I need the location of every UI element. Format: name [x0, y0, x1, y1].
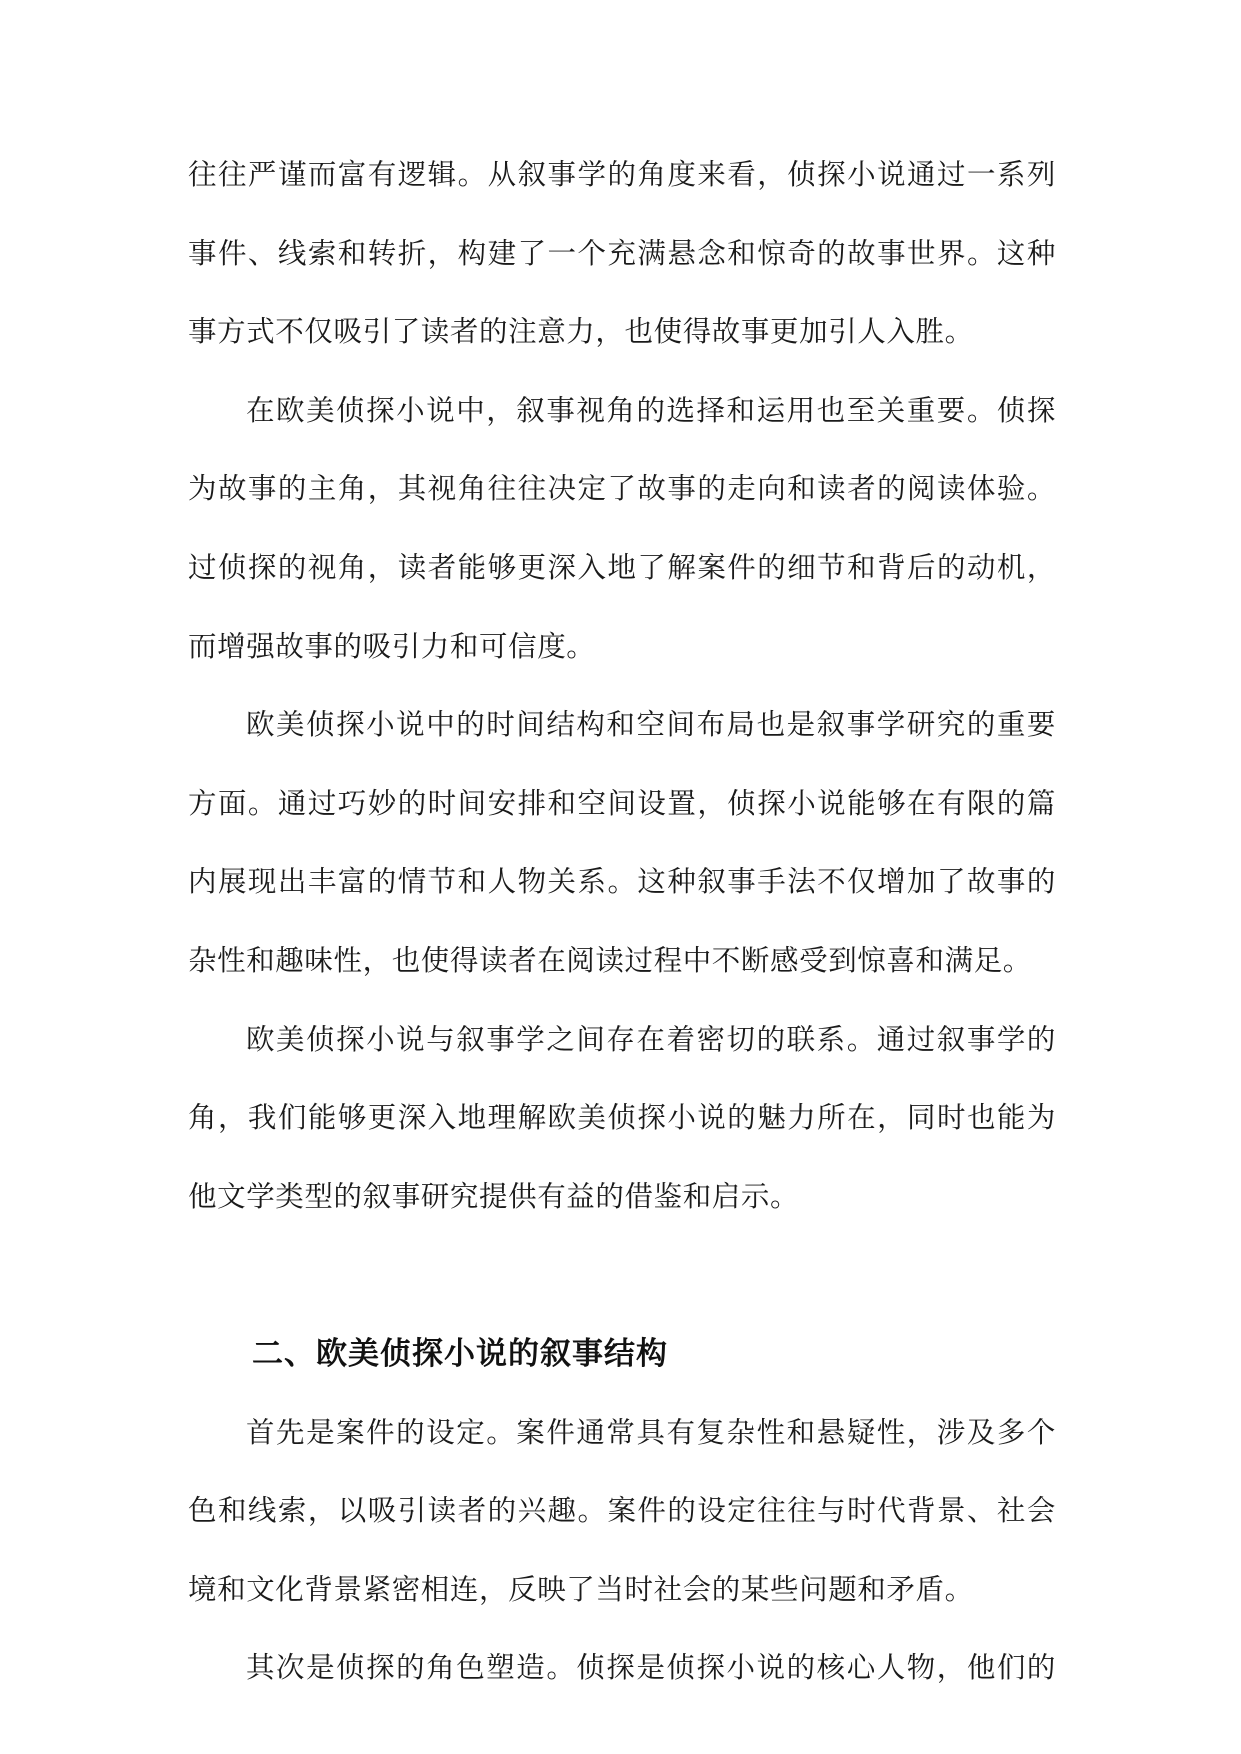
text-line: 杂性和趣味性，也使得读者在阅读过程中不断感受到惊喜和满足。	[188, 943, 1032, 977]
paragraph-continued	[188, 136, 1056, 372]
paragraph-case-setting	[188, 1394, 1056, 1630]
paragraph-connection	[188, 1001, 1056, 1237]
text-line: 内展现出丰富的情节和人物关系。这种叙事手法不仅增加了故事的	[188, 865, 1056, 899]
text-line: 为故事的主角，其视角往往决定了故事的走向和读者的阅读体验。	[188, 472, 1056, 506]
text-line: 角，我们能够更深入地理解欧美侦探小说的魅力所在，同时也能为	[188, 1101, 1056, 1135]
text-line: 事方式不仅吸引了读者的注意力，也使得故事更加引人入胜。	[188, 315, 974, 349]
text-line: 色和线索，以吸引读者的兴趣。案件的设定往往与时代背景、社会	[188, 1494, 1056, 1528]
text-line: 欧美侦探小说与叙事学之间存在着密切的联系。通过叙事学的	[246, 1022, 1056, 1056]
text-line: 首先是案件的设定。案件通常具有复杂性和悬疑性，涉及多个	[246, 1415, 1056, 1449]
paragraph-detective-role	[188, 1629, 1056, 1708]
document-body	[188, 136, 1056, 1708]
text-line: 事件、线索和转折，构建了一个充满悬念和惊奇的故事世界。这种	[188, 236, 1056, 270]
text-line: 其次是侦探的角色塑造。侦探是侦探小说的核心人物，他们的	[246, 1651, 1056, 1685]
text-line: 而增强故事的吸引力和可信度。	[188, 629, 596, 663]
text-line: 往往严谨而富有逻辑。从叙事学的角度来看，侦探小说通过一系列	[188, 158, 1056, 191]
text-line: 他文学类型的叙事研究提供有益的借鉴和启示。	[188, 1179, 800, 1213]
text-line: 境和文化背景紧密相连，反映了当时社会的某些问题和矛盾。	[188, 1572, 974, 1606]
text-line: 方面。通过巧妙的时间安排和空间设置，侦探小说能够在有限的篇	[188, 786, 1056, 820]
section-heading: 二、欧美侦探小说的叙事结构	[252, 1335, 668, 1372]
text-line: 欧美侦探小说中的时间结构和空间布局也是叙事学研究的重要	[246, 708, 1056, 742]
text-line: 过侦探的视角，读者能够更深入地了解案件的细节和背后的动机，	[188, 550, 1056, 584]
paragraph-narrative-perspective	[188, 372, 1056, 686]
text-line: 在欧美侦探小说中，叙事视角的选择和运用也至关重要。侦探	[246, 393, 1056, 427]
paragraph-time-space	[188, 686, 1056, 1000]
